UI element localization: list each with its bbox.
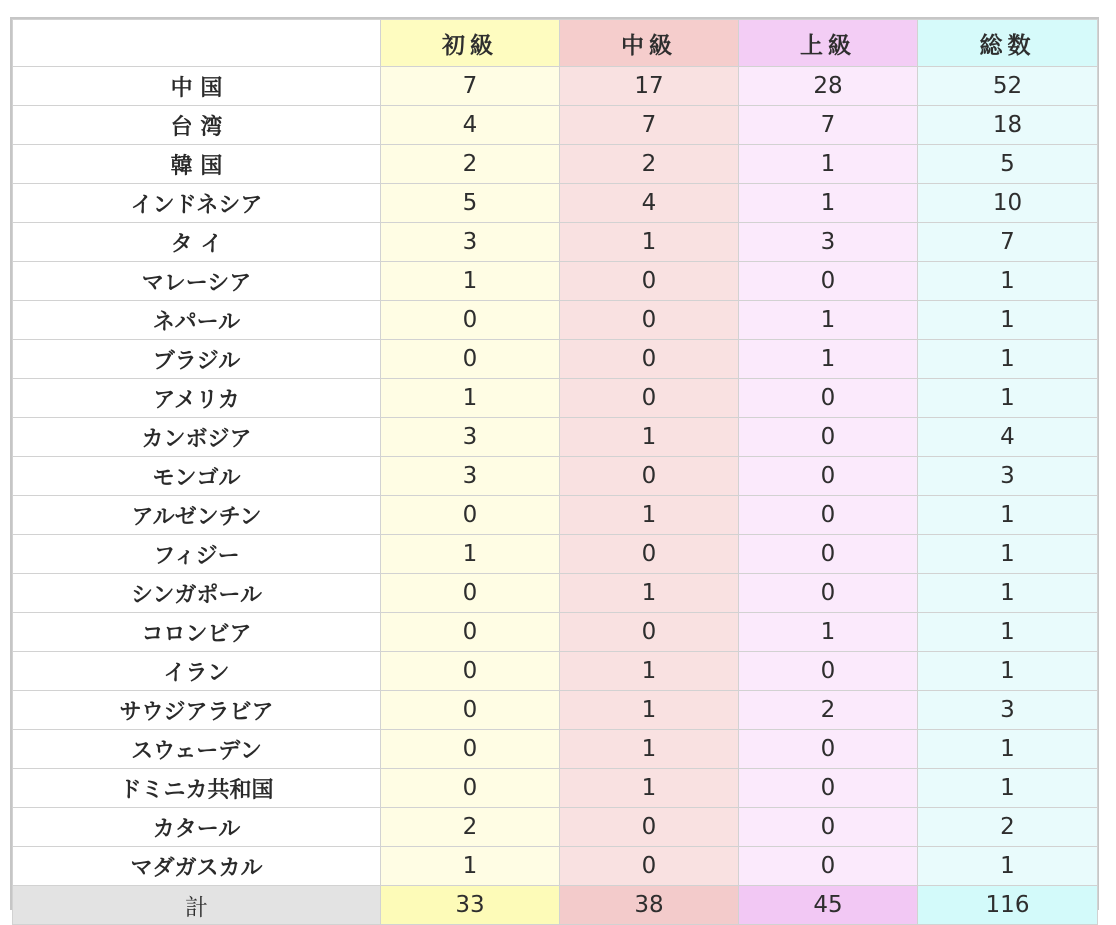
totals-advanced: 45 <box>739 886 918 925</box>
cell-advanced: 1 <box>739 301 918 340</box>
cell-country: アルゼンチン <box>13 496 381 535</box>
cell-beginner: 0 <box>381 496 560 535</box>
totals-beginner: 33 <box>381 886 560 925</box>
cell-beginner: 0 <box>381 301 560 340</box>
cell-total: 1 <box>918 652 1098 691</box>
cell-country: モンゴル <box>13 457 381 496</box>
table-row <box>13 808 1098 847</box>
cell-beginner: 0 <box>381 769 560 808</box>
totals-label: 計 <box>13 886 381 925</box>
cell-intermediate: 4 <box>560 184 739 223</box>
cell-total: 1 <box>918 535 1098 574</box>
cell-country: アメリカ <box>13 379 381 418</box>
cell-beginner: 0 <box>381 613 560 652</box>
cell-total: 1 <box>918 301 1098 340</box>
cell-beginner: 3 <box>381 223 560 262</box>
cell-advanced: 0 <box>739 808 918 847</box>
table-row <box>13 67 1098 106</box>
cell-total: 1 <box>918 847 1098 886</box>
cell-total: 3 <box>918 691 1098 730</box>
cell-beginner: 1 <box>381 535 560 574</box>
cell-country: ブラジル <box>13 340 381 379</box>
cell-country: 台 湾 <box>13 106 381 145</box>
cell-advanced: 0 <box>739 262 918 301</box>
cell-advanced: 0 <box>739 730 918 769</box>
cell-country: ドミニカ共和国 <box>13 769 381 808</box>
table-footer <box>13 886 1098 925</box>
table-row <box>13 574 1098 613</box>
table-row <box>13 184 1098 223</box>
cell-total: 1 <box>918 340 1098 379</box>
cell-intermediate: 0 <box>560 613 739 652</box>
table-row <box>13 379 1098 418</box>
cell-total: 1 <box>918 613 1098 652</box>
cell-intermediate: 0 <box>560 340 739 379</box>
cell-intermediate: 0 <box>560 535 739 574</box>
student-count-table-frame <box>10 17 1099 921</box>
cell-beginner: 0 <box>381 730 560 769</box>
cell-beginner: 2 <box>381 808 560 847</box>
cell-beginner: 0 <box>381 691 560 730</box>
cell-intermediate: 1 <box>560 223 739 262</box>
table-row <box>13 847 1098 886</box>
cell-beginner: 0 <box>381 340 560 379</box>
cell-advanced: 1 <box>739 184 918 223</box>
cell-total: 1 <box>918 379 1098 418</box>
cell-country: 中 国 <box>13 67 381 106</box>
cell-total: 2 <box>918 808 1098 847</box>
header-advanced: 上級 <box>739 20 918 67</box>
table-row <box>13 301 1098 340</box>
cell-intermediate: 1 <box>560 418 739 457</box>
cell-beginner: 4 <box>381 106 560 145</box>
cell-beginner: 0 <box>381 652 560 691</box>
cell-advanced: 7 <box>739 106 918 145</box>
cell-beginner: 0 <box>381 574 560 613</box>
student-count-table <box>12 19 1098 925</box>
cell-intermediate: 0 <box>560 457 739 496</box>
table-row <box>13 262 1098 301</box>
cell-total: 1 <box>918 262 1098 301</box>
cell-intermediate: 1 <box>560 769 739 808</box>
table-row <box>13 340 1098 379</box>
cell-beginner: 5 <box>381 184 560 223</box>
cell-total: 1 <box>918 730 1098 769</box>
cell-country: ネパール <box>13 301 381 340</box>
table-row <box>13 145 1098 184</box>
cell-advanced: 1 <box>739 613 918 652</box>
cell-country: カンボジア <box>13 418 381 457</box>
cell-beginner: 1 <box>381 379 560 418</box>
cell-advanced: 28 <box>739 67 918 106</box>
header-total: 総数 <box>918 20 1098 67</box>
cell-country: インドネシア <box>13 184 381 223</box>
cell-intermediate: 0 <box>560 262 739 301</box>
table-header <box>13 20 1098 67</box>
table-row <box>13 496 1098 535</box>
cell-country: イラン <box>13 652 381 691</box>
header-beginner: 初級 <box>381 20 560 67</box>
cell-intermediate: 1 <box>560 730 739 769</box>
table-row <box>13 730 1098 769</box>
cell-intermediate: 17 <box>560 67 739 106</box>
cell-intermediate: 0 <box>560 808 739 847</box>
cell-advanced: 0 <box>739 379 918 418</box>
table-row <box>13 223 1098 262</box>
cell-intermediate: 0 <box>560 379 739 418</box>
table-row <box>13 613 1098 652</box>
cell-total: 10 <box>918 184 1098 223</box>
cell-intermediate: 2 <box>560 145 739 184</box>
table-body <box>13 67 1098 886</box>
totals-row <box>13 886 1098 925</box>
cell-total: 4 <box>918 418 1098 457</box>
cell-intermediate: 1 <box>560 574 739 613</box>
cell-advanced: 0 <box>739 769 918 808</box>
cell-advanced: 0 <box>739 418 918 457</box>
cell-intermediate: 7 <box>560 106 739 145</box>
header-intermediate: 中級 <box>560 20 739 67</box>
header-row <box>13 20 1098 67</box>
cell-beginner: 2 <box>381 145 560 184</box>
cell-advanced: 0 <box>739 652 918 691</box>
cell-advanced: 2 <box>739 691 918 730</box>
cell-beginner: 1 <box>381 847 560 886</box>
cell-advanced: 0 <box>739 535 918 574</box>
table-row <box>13 418 1098 457</box>
cell-intermediate: 0 <box>560 847 739 886</box>
table-row <box>13 535 1098 574</box>
cell-country: マレーシア <box>13 262 381 301</box>
cell-intermediate: 0 <box>560 301 739 340</box>
cell-country: スウェーデン <box>13 730 381 769</box>
totals-intermediate: 38 <box>560 886 739 925</box>
cell-country: カタール <box>13 808 381 847</box>
cell-country: コロンビア <box>13 613 381 652</box>
cell-advanced: 0 <box>739 574 918 613</box>
cell-total: 52 <box>918 67 1098 106</box>
cell-intermediate: 1 <box>560 496 739 535</box>
cell-country: フィジー <box>13 535 381 574</box>
table-row <box>13 106 1098 145</box>
cell-advanced: 0 <box>739 457 918 496</box>
cell-total: 7 <box>918 223 1098 262</box>
cell-country: 韓 国 <box>13 145 381 184</box>
cell-advanced: 0 <box>739 496 918 535</box>
cell-advanced: 1 <box>739 145 918 184</box>
totals-total: 116 <box>918 886 1098 925</box>
cell-beginner: 3 <box>381 457 560 496</box>
cell-total: 1 <box>918 496 1098 535</box>
cell-country: サウジアラビア <box>13 691 381 730</box>
cell-intermediate: 1 <box>560 652 739 691</box>
table-row <box>13 769 1098 808</box>
table-row <box>13 652 1098 691</box>
table-row <box>13 457 1098 496</box>
cell-advanced: 3 <box>739 223 918 262</box>
table-row <box>13 691 1098 730</box>
cell-total: 3 <box>918 457 1098 496</box>
cell-total: 1 <box>918 769 1098 808</box>
cell-advanced: 0 <box>739 847 918 886</box>
cell-beginner: 1 <box>381 262 560 301</box>
cell-beginner: 3 <box>381 418 560 457</box>
cell-country: タ イ <box>13 223 381 262</box>
cell-total: 5 <box>918 145 1098 184</box>
cell-intermediate: 1 <box>560 691 739 730</box>
cell-total: 18 <box>918 106 1098 145</box>
cell-country: マダガスカル <box>13 847 381 886</box>
cell-country: シンガポール <box>13 574 381 613</box>
header-country <box>13 20 381 67</box>
cell-beginner: 7 <box>381 67 560 106</box>
cell-advanced: 1 <box>739 340 918 379</box>
cell-total: 1 <box>918 574 1098 613</box>
